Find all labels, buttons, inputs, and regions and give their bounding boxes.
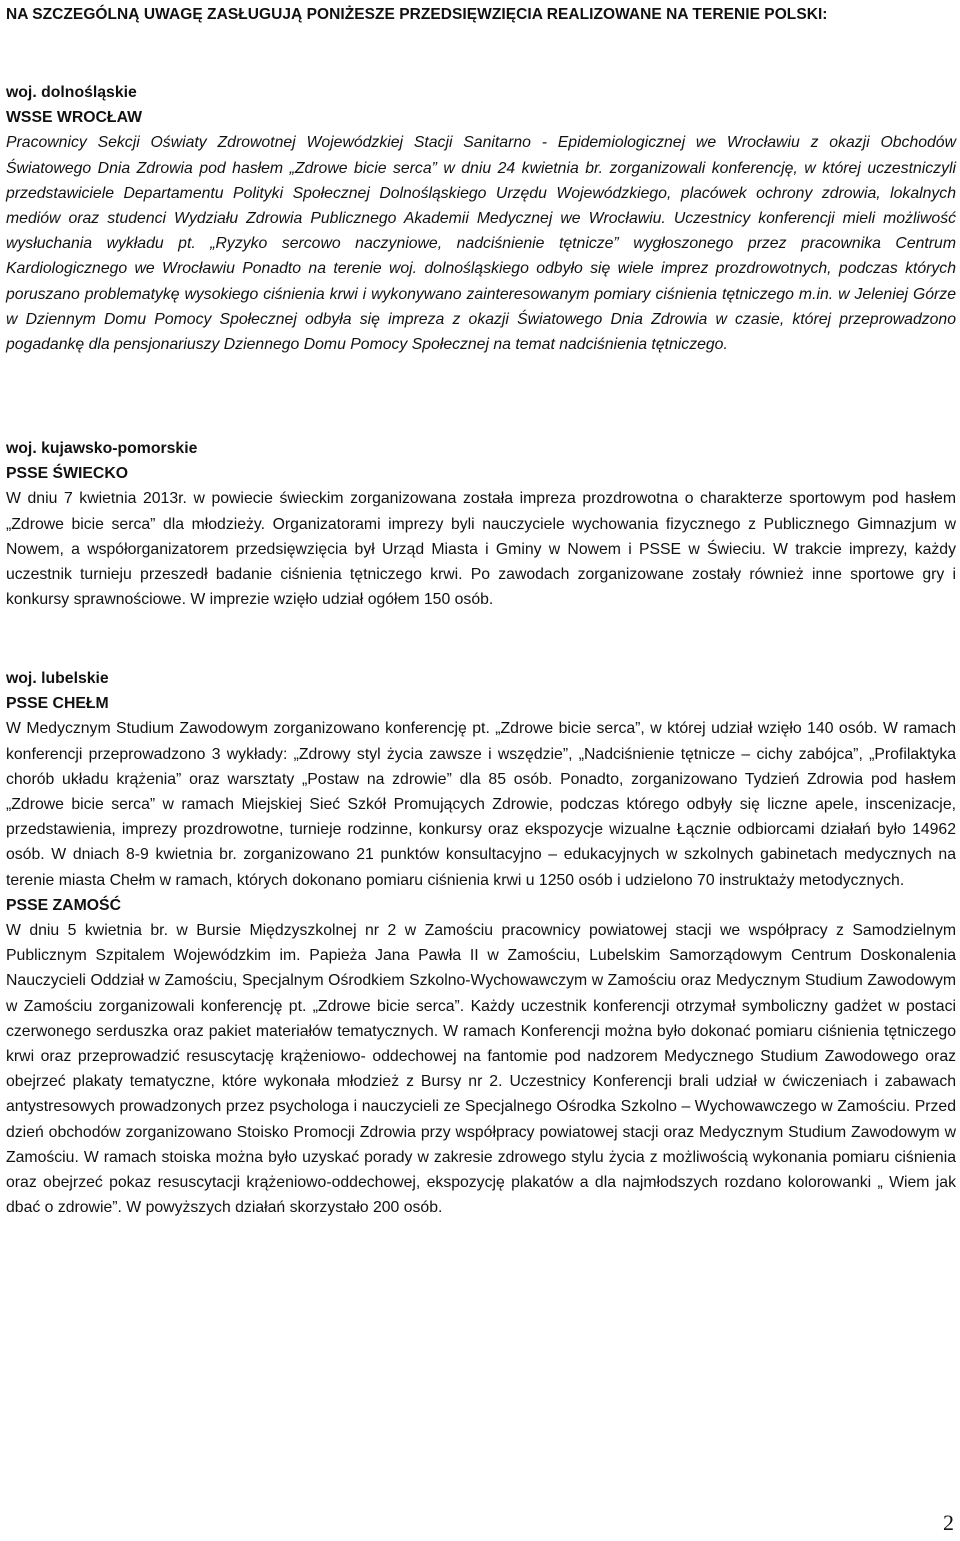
station-title: PSSE ŚWIECKO (6, 465, 129, 483)
voivodeship-title: woj. dolnośląskie (6, 84, 137, 101)
document-heading: NA SZCZEGÓLNĄ UWAGĘ ZASŁUGUJĄ PONIŻESZE PRZEDSIĘWZIĘCIA REALIZOWANE NA TERENIE POLSKI: (6, 6, 828, 23)
station-title: WSSE WROCŁAW (6, 109, 143, 127)
station-title: PSSE ZAMOŚĆ (6, 896, 121, 914)
station-title: PSSE CHEŁM (6, 695, 109, 713)
voivodeship-title: woj. lubelskie (6, 670, 109, 687)
paragraph-psse-zamosc: W dniu 5 kwietnia br. w Bursie Międzyszkolnej nr 2 w Zamościu pracownicy powiatowej stacji we współpracy z Samodzielnym Publicznym Szpitalem Wojewódzkim im. Papieża Jana Pawła II w Zamościu, Lubelskim Samorządowym Centrum Doskonalenia Nauczycieli Oddział w Zamościu, Specjalnym Ośrodkiem Szkolno-Wychowawczym w Zamościu oraz Medycznym Studium Zawodowym w Zamościu zorganizowali konferencję pt. „Zdrowe bicie serca”. Każdy uczestnik konferencji otrzymał symboliczny gadżet w postaci czerwonego serduszka oraz pakiet materiałów tematycznych. W ramach Konferencji można było dokonać pomiaru ciśnienia tętniczego krwi oraz przeprowadzić resuscytację krążeniowo- oddechowej na fantomie pod nadzorem Medycznego Studium Zawodowego oraz obejrzeć plakaty tematyczne, które wykonała młodzież z Bursy nr 2. Uczestnicy Konferencji brali udział w ćwiczeniach i zabawach antystresowych prowadzonych przez psychologa i nauczycieli ze Specjalnego Ośrodka Szkolno – Wychowawczego w Zamościu. Przed dzień obchodów zorganizowano Stoisko Promocji Zdrowia przy współpracy powiatowej stacji oraz Medycznym Studium Zawodowym w Zamościu. W ramach stoiska można było uzyskać porady w zakresie zdrowego stylu życia z możliwością wykonania pomiaru ciśnienia oraz obejrzeć pokaz resuscytacji krążeniowo-oddechowej, ekspozycję plakatów a dla najmłodszych rozdano kolorowanki „ Wiem jak dbać o zdrowie”. W powyższych działań skorzystało 200 osób. (6, 922, 956, 1217)
paragraph-psse-chelm: W Medycznym Studium Zawodowym zorganizowano konferencję pt. „Zdrowe bicie serca”, w której udział wzięło 140 osób. W ramach konferencji przeprowadzono 3 wykłady: „Zdrowy styl życia zawsze i wszędzie”, „Nadciśnienie tętnicze – cichy zabójca”, „Profilaktyka chorób układu krążenia” oraz warsztaty „Postaw na zdrowie” dla 85 osób. Ponadto, zorganizowano Tydzień Zdrowia pod hasłem „Zdrowe bicie serca” w ramach Miejskiej Sieć Szkół Promujących Zdrowie, podczas którego odbyły się liczne apele, inscenizacje, przedstawienia, imprezy prozdrowotne, turnieje rodzinne, konkursy oraz ekspozycje wizualne Łącznie odbiorcami działań było 14962 osób. W dniach 8-9 kwietnia br. zorganizowano 21 punktów konsultacyjno – edukacyjnych w szkolnych gabinetach medycznych na terenie miasta Chełm w ramach, których dokonano pomiaru ciśnienia krwi u 1250 osób i udzielono 70 instruktaży metodycznych. (6, 720, 956, 889)
paragraph-psse-swiecko: W dniu 7 kwietnia 2013r. w powiecie świeckim zorganizowana została impreza prozdrowotna o charakterze sportowym pod hasłem „Zdrowe bicie serca” dla młodzieży. Organizatorami imprezy byli nauczyciele wychowania fizycznego z Publicznego Gimnazjum w Nowem, a współorganizatorem przedsięwzięcia był Urząd Miasta i Gminy w Nowem i PSSE w Świeciu. W trakcie imprezy, każdy uczestnik turnieju przeszedł badanie ciśnienia tętniczego krwi. Po zawodach zorganizowane zostały również inne sportowe gry i konkursy sprawnościowe. W imprezie wzięło udział ogółem 150 osób. (6, 490, 956, 609)
page-number: 2 (943, 1510, 954, 1535)
section-kujawsko-pomorskie (6, 436, 956, 612)
voivodeship-title: woj. kujawsko-pomorskie (6, 440, 198, 457)
section-dolnoslaskie (6, 80, 956, 357)
paragraph-wsse-wroclaw: Pracownicy Sekcji Oświaty Zdrowotnej Wojewódzkiej Stacji Sanitarno - Epidemiologicznej we Wrocławiu z okazji Obchodów Światowego Dnia Zdrowia pod hasłem „Zdrowe bicie serca” w dniu 24 kwietnia br. zorganizowali konferencję, w której uczestniczyli przedstawiciele Departamentu Polityki Społecznej Dolnośląskiego Urzędu Wojewódzkiego, placówek ochrony zdrowia, lokalnych mediów oraz studenci Wydziału Zdrowia Publicznego Akademii Medycznej we Wrocławiu. Uczestnicy konferencji mieli możliwość wysłuchania wykładu pt. „Ryzyko sercowo naczyniowe, nadciśnienie tętnicze” wygłoszonego przez pracownika Centrum Kardiologicznego we Wrocławiu Ponadto na terenie woj. dolnośląskiego odbyło się wiele imprez prozdrowotnych, podczas których poruszano problematykę wysokiego ciśnienia krwi i wykonywano zainteresowanym pomiary ciśnienia tętniczego m.in. w Jeleniej Górze w Dziennym Domu Pomocy Społecznej odbyła się impreza z okazji Światowego Dnia Zdrowia w czasie, której przeprowadzono pogadankę dla pensjonariuszy Dziennego Domu Pomocy Społecznej na temat nadciśnienia tętniczego. (6, 134, 956, 354)
section-lubelskie (6, 666, 956, 1220)
